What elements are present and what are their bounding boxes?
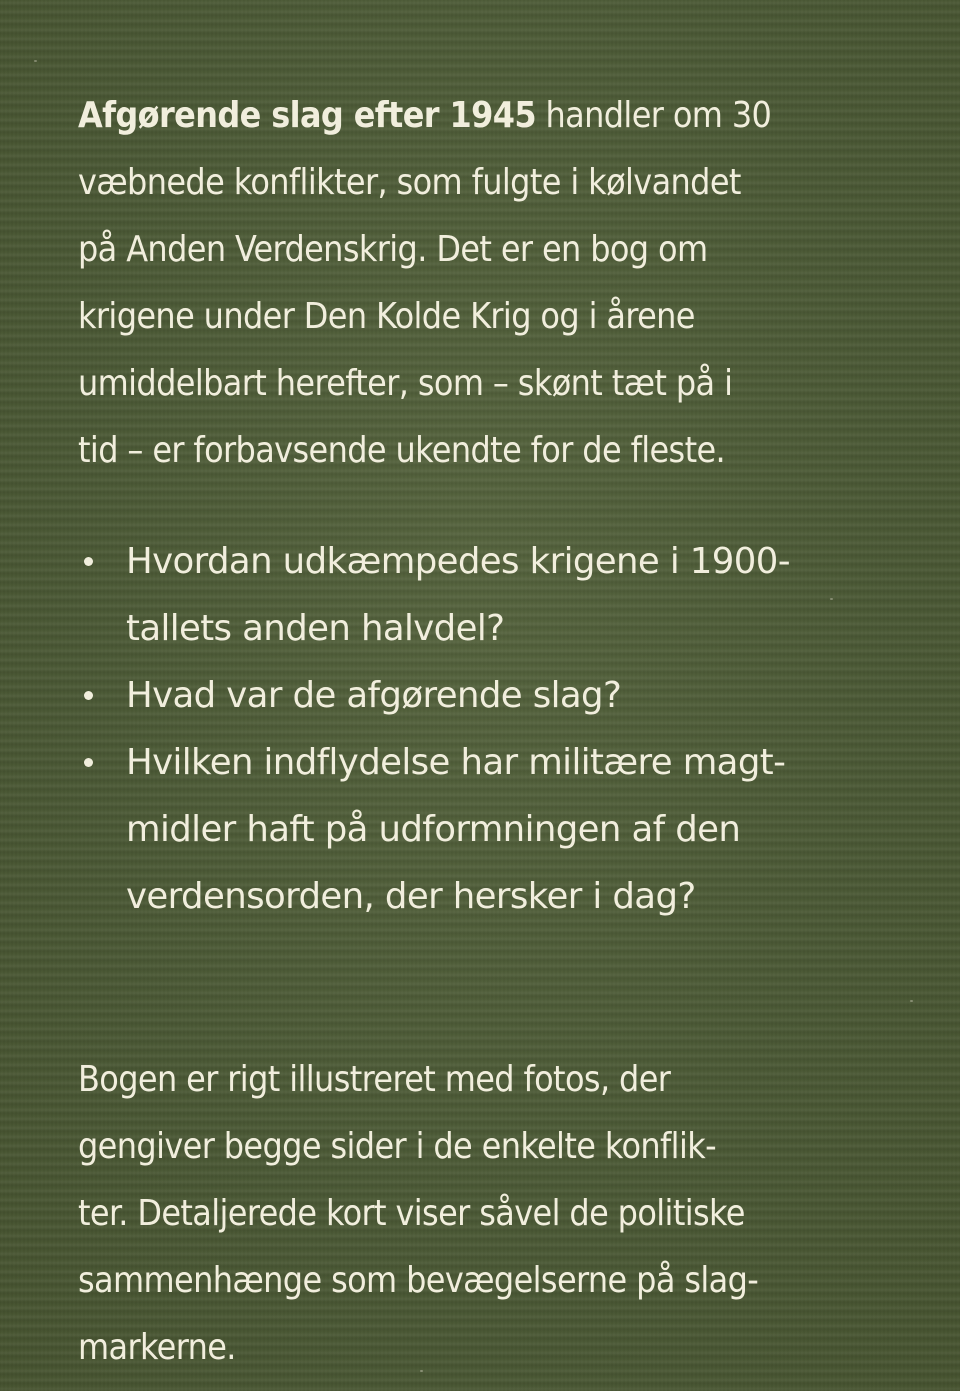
bullet-icon [84, 691, 93, 700]
question-line: verdensorden, der hersker i dag? [126, 876, 696, 917]
scan-speck [830, 598, 833, 600]
scan-speck [34, 60, 37, 62]
intro-line-4: krigene under Den Kolde Krig og i årene [78, 296, 695, 337]
question-line: Hvad var de afgørende slag? [126, 675, 622, 716]
closing-line-4: sammenhænge som bevægelserne på slag- [78, 1260, 759, 1301]
bullet-icon [84, 557, 93, 566]
question-item [78, 662, 898, 729]
question-line: tallets anden halvdel? [126, 608, 505, 649]
intro-line-2: væbnede konflikter, som fulgte i kølvandet [78, 162, 741, 203]
question-line: Hvilken indflydelse har militære magt- [126, 742, 786, 783]
intro-line-1-rest: handler om 30 [535, 95, 772, 136]
question-list [78, 528, 898, 930]
book-back-cover [78, 82, 898, 1368]
question-item [78, 528, 898, 662]
closing-line-2: gengiver begge sider i de enkelte konflik- [78, 1126, 717, 1167]
closing-paragraph [78, 1046, 758, 1381]
intro-line-1 [78, 82, 898, 149]
intro-paragraph [78, 82, 898, 484]
scan-speck [910, 1000, 913, 1002]
intro-line-6: tid – er forbavsende ukendte for de fleste. [78, 430, 726, 471]
closing-line-1: Bogen er rigt illustreret med fotos, der [78, 1059, 671, 1100]
scan-speck [420, 1370, 423, 1372]
closing-line-3: ter. Detaljerede kort viser såvel de politiske [78, 1193, 745, 1234]
question-line: midler haft på udformningen af den [126, 809, 741, 850]
question-line: Hvordan udkæmpedes krigene i 1900- [126, 541, 790, 582]
question-item [78, 729, 898, 930]
intro-line-3: på Anden Verdenskrig. Det er en bog om [78, 229, 708, 270]
book-title-lead: Afgørende slag efter 1945 [78, 95, 536, 136]
bullet-icon [84, 758, 93, 767]
intro-line-5: umiddelbart herefter, som – skønt tæt på i [78, 363, 733, 404]
closing-line-5: markerne. [78, 1327, 236, 1368]
